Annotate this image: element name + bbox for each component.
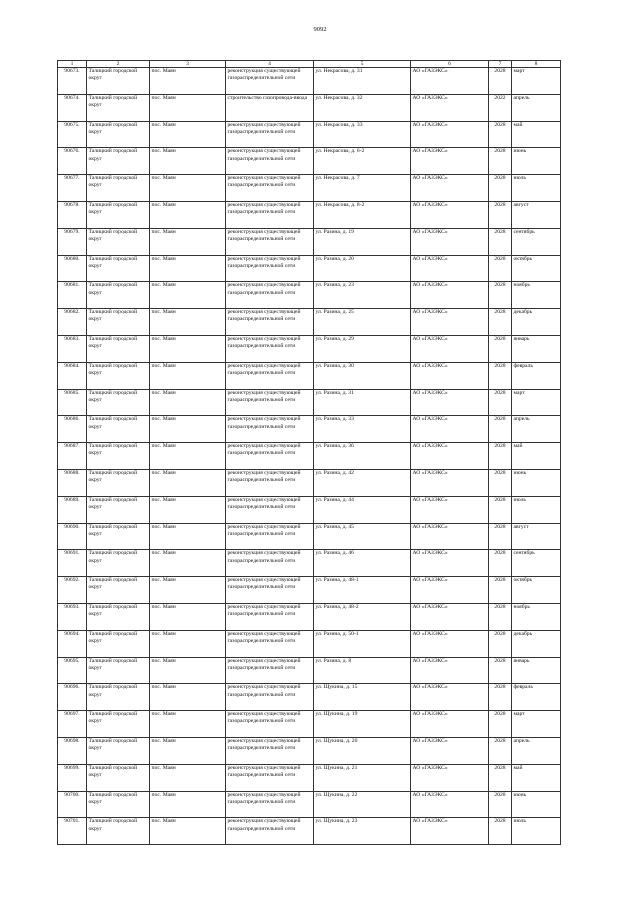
row-number: 90700.	[58, 791, 87, 818]
organization-cell: АО «ГАЗЭКС»	[411, 684, 489, 711]
organization-cell: АО «ГАЗЭКС»	[411, 148, 489, 175]
month-cell: март	[512, 389, 561, 416]
month-cell: август	[512, 201, 561, 228]
settlement-cell: пос. Маян	[150, 443, 226, 470]
row-number: 90677.	[58, 175, 87, 202]
work-type-cell: реконструкция существующей газораспределительной сети	[226, 228, 314, 255]
work-type-cell: реконструкция существующей газораспределительной сети	[226, 416, 314, 443]
settlement-cell: пос. Маян	[150, 416, 226, 443]
row-number: 90689.	[58, 496, 87, 523]
settlement-cell: пос. Маян	[150, 657, 226, 684]
row-number: 90679.	[58, 228, 87, 255]
year-cell: 2028	[489, 469, 512, 496]
address-cell: ул. Разина, д. 45	[314, 523, 411, 550]
table-row	[58, 443, 561, 470]
address-cell: ул. Разина, д. 30	[314, 362, 411, 389]
year-cell: 2028	[489, 630, 512, 657]
table-row	[58, 201, 561, 228]
month-cell: май	[512, 121, 561, 148]
table-row	[58, 282, 561, 309]
address-cell: ул. Разина, д. 50-1	[314, 630, 411, 657]
year-cell: 2028	[489, 684, 512, 711]
address-cell: ул. Разина, д. 44	[314, 496, 411, 523]
month-cell: январь	[512, 657, 561, 684]
district-cell: Талицкий городской округ	[87, 282, 150, 309]
organization-cell: АО «ГАЗЭКС»	[411, 389, 489, 416]
row-number: 90683.	[58, 335, 87, 362]
table-row	[58, 737, 561, 764]
row-number: 90698.	[58, 737, 87, 764]
month-cell: ноябрь	[512, 282, 561, 309]
table-row	[58, 362, 561, 389]
district-cell: Талицкий городской округ	[87, 577, 150, 604]
year-cell: 2028	[489, 657, 512, 684]
organization-cell: АО «ГАЗЭКС»	[411, 201, 489, 228]
settlement-cell: пос. Маян	[150, 818, 226, 845]
table-row	[58, 818, 561, 845]
table-row	[58, 68, 561, 95]
row-number: 90695.	[58, 657, 87, 684]
organization-cell: АО «ГАЗЭКС»	[411, 603, 489, 630]
district-cell: Талицкий городской округ	[87, 711, 150, 738]
row-number: 90693.	[58, 603, 87, 630]
month-cell: май	[512, 443, 561, 470]
work-type-cell: реконструкция существующей газораспределительной сети	[226, 711, 314, 738]
organization-cell: АО «ГАЗЭКС»	[411, 469, 489, 496]
settlement-cell: пос. Маян	[150, 469, 226, 496]
table-row	[58, 389, 561, 416]
year-cell: 2028	[489, 523, 512, 550]
year-cell: 2028	[489, 121, 512, 148]
table-row	[58, 603, 561, 630]
district-cell: Талицкий городской округ	[87, 121, 150, 148]
district-cell: Талицкий городской округ	[87, 148, 150, 175]
table-row	[58, 791, 561, 818]
row-number: 90687.	[58, 443, 87, 470]
organization-cell: АО «ГАЗЭКС»	[411, 255, 489, 282]
year-cell: 2028	[489, 603, 512, 630]
column-header-1: 1	[58, 61, 87, 68]
table-row	[58, 94, 561, 121]
address-cell: ул. Некрасова, д. 33	[314, 121, 411, 148]
year-cell: 2028	[489, 550, 512, 577]
settlement-cell: пос. Маян	[150, 496, 226, 523]
month-cell: май	[512, 764, 561, 791]
settlement-cell: пос. Маян	[150, 603, 226, 630]
month-cell: сентябрь	[512, 228, 561, 255]
year-cell: 2028	[489, 309, 512, 336]
month-cell: июль	[512, 496, 561, 523]
work-type-cell: реконструкция существующей газораспределительной сети	[226, 362, 314, 389]
settlement-cell: пос. Маян	[150, 389, 226, 416]
year-cell: 2028	[489, 362, 512, 389]
year-cell: 2028	[489, 389, 512, 416]
month-cell: февраль	[512, 362, 561, 389]
address-cell: ул. Некрасова, д. 6-2	[314, 148, 411, 175]
settlement-cell: пос. Маян	[150, 550, 226, 577]
organization-cell: АО «ГАЗЭКС»	[411, 791, 489, 818]
row-number: 90697.	[58, 711, 87, 738]
month-cell: октябрь	[512, 577, 561, 604]
work-type-cell: реконструкция существующей газораспределительной сети	[226, 309, 314, 336]
work-type-cell: реконструкция существующей газораспределительной сети	[226, 255, 314, 282]
year-cell: 2028	[489, 201, 512, 228]
settlement-cell: пос. Маян	[150, 523, 226, 550]
settlement-cell: пос. Маян	[150, 630, 226, 657]
settlement-cell: пос. Маян	[150, 201, 226, 228]
district-cell: Талицкий городской округ	[87, 818, 150, 845]
address-cell: ул. Щукина, д. 23	[314, 818, 411, 845]
work-type-cell: реконструкция существующей газораспределительной сети	[226, 282, 314, 309]
row-number: 90682.	[58, 309, 87, 336]
district-cell: Талицкий городской округ	[87, 603, 150, 630]
organization-cell: АО «ГАЗЭКС»	[411, 362, 489, 389]
district-cell: Талицкий городской округ	[87, 630, 150, 657]
work-type-cell: реконструкция существующей газораспределительной сети	[226, 764, 314, 791]
district-cell: Талицкий городской округ	[87, 416, 150, 443]
settlement-cell: пос. Маян	[150, 309, 226, 336]
work-type-cell: реконструкция существующей газораспределительной сети	[226, 148, 314, 175]
month-cell: январь	[512, 335, 561, 362]
year-cell: 2028	[489, 577, 512, 604]
year-cell: 2028	[489, 228, 512, 255]
table-header	[58, 61, 561, 68]
organization-cell: АО «ГАЗЭКС»	[411, 68, 489, 95]
organization-cell: АО «ГАЗЭКС»	[411, 443, 489, 470]
district-cell: Талицкий городской округ	[87, 550, 150, 577]
column-header-2: 2	[87, 61, 150, 68]
organization-cell: АО «ГАЗЭКС»	[411, 228, 489, 255]
row-number: 90686.	[58, 416, 87, 443]
work-type-cell: реконструкция существующей газораспределительной сети	[226, 496, 314, 523]
organization-cell: АО «ГАЗЭКС»	[411, 657, 489, 684]
work-type-cell: реконструкция существующей газораспределительной сети	[226, 201, 314, 228]
district-cell: Талицкий городской округ	[87, 469, 150, 496]
month-cell: октябрь	[512, 255, 561, 282]
year-cell: 2028	[489, 711, 512, 738]
table-row	[58, 523, 561, 550]
district-cell: Талицкий городской округ	[87, 68, 150, 95]
district-cell: Талицкий городской округ	[87, 443, 150, 470]
address-cell: ул. Щукина, д. 19	[314, 711, 411, 738]
work-type-cell: реконструкция существующей газораспределительной сети	[226, 523, 314, 550]
column-header-5: 5	[314, 61, 411, 68]
column-header-6: 6	[411, 61, 489, 68]
row-number: 90680.	[58, 255, 87, 282]
row-number: 90694.	[58, 630, 87, 657]
year-cell: 2028	[489, 764, 512, 791]
work-type-cell: реконструкция существующей газораспределительной сети	[226, 791, 314, 818]
row-number: 90678.	[58, 201, 87, 228]
column-header-3: 3	[150, 61, 226, 68]
organization-cell: АО «ГАЗЭКС»	[411, 94, 489, 121]
column-header-7: 7	[489, 61, 512, 68]
settlement-cell: пос. Маян	[150, 94, 226, 121]
month-cell: апрель	[512, 737, 561, 764]
settlement-cell: пос. Маян	[150, 737, 226, 764]
year-cell: 2028	[489, 737, 512, 764]
work-type-cell: реконструкция существующей газораспределительной сети	[226, 818, 314, 845]
organization-cell: АО «ГАЗЭКС»	[411, 630, 489, 657]
organization-cell: АО «ГАЗЭКС»	[411, 175, 489, 202]
column-header-8: 8	[512, 61, 561, 68]
organization-cell: АО «ГАЗЭКС»	[411, 282, 489, 309]
table-row	[58, 309, 561, 336]
settlement-cell: пос. Маян	[150, 684, 226, 711]
month-cell: июль	[512, 818, 561, 845]
table-row	[58, 684, 561, 711]
settlement-cell: пос. Маян	[150, 228, 226, 255]
settlement-cell: пос. Маян	[150, 282, 226, 309]
organization-cell: АО «ГАЗЭКС»	[411, 711, 489, 738]
address-cell: ул. Разина, д. 33	[314, 416, 411, 443]
table-row	[58, 255, 561, 282]
row-number: 90701.	[58, 818, 87, 845]
district-cell: Талицкий городской округ	[87, 309, 150, 336]
settlement-cell: пос. Маян	[150, 175, 226, 202]
year-cell: 2028	[489, 818, 512, 845]
column-header-4: 4	[226, 61, 314, 68]
work-type-cell: реконструкция существующей газораспределительной сети	[226, 577, 314, 604]
address-cell: ул. Разина, д. 19	[314, 228, 411, 255]
organization-cell: АО «ГАЗЭКС»	[411, 550, 489, 577]
year-cell: 2028	[489, 175, 512, 202]
month-cell: февраль	[512, 684, 561, 711]
address-cell: ул. Некрасова, д. 8-2	[314, 201, 411, 228]
table-row	[58, 228, 561, 255]
address-cell: ул. Некрасова, д. 7	[314, 175, 411, 202]
district-cell: Талицкий городской округ	[87, 362, 150, 389]
settlement-cell: пос. Маян	[150, 335, 226, 362]
table-row	[58, 630, 561, 657]
month-cell: апрель	[512, 94, 561, 121]
address-cell: ул. Разина, д. 23	[314, 282, 411, 309]
table-row	[58, 550, 561, 577]
year-cell: 2028	[489, 282, 512, 309]
address-cell: ул. Разина, д. 8	[314, 657, 411, 684]
month-cell: декабрь	[512, 309, 561, 336]
work-type-cell: реконструкция существующей газораспределительной сети	[226, 175, 314, 202]
organization-cell: АО «ГАЗЭКС»	[411, 737, 489, 764]
work-type-cell: реконструкция существующей газораспределительной сети	[226, 630, 314, 657]
address-cell: ул. Разина, д. 36	[314, 443, 411, 470]
organization-cell: АО «ГАЗЭКС»	[411, 577, 489, 604]
row-number: 90673.	[58, 68, 87, 95]
settlement-cell: пос. Маян	[150, 148, 226, 175]
address-cell: ул. Разина, д. 48-2	[314, 603, 411, 630]
month-cell: июнь	[512, 791, 561, 818]
row-number: 90675.	[58, 121, 87, 148]
row-number: 90674.	[58, 94, 87, 121]
row-number: 90676.	[58, 148, 87, 175]
address-cell: ул. Разина, д. 20	[314, 255, 411, 282]
row-number: 90692.	[58, 577, 87, 604]
district-cell: Талицкий городской округ	[87, 228, 150, 255]
organization-cell: АО «ГАЗЭКС»	[411, 818, 489, 845]
address-cell: ул. Щукина, д. 20	[314, 737, 411, 764]
table-row	[58, 657, 561, 684]
settlement-cell: пос. Маян	[150, 121, 226, 148]
work-type-cell: реконструкция существующей газораспределительной сети	[226, 389, 314, 416]
month-cell: апрель	[512, 416, 561, 443]
district-cell: Талицкий городской округ	[87, 94, 150, 121]
address-cell: ул. Некрасова, д. 32	[314, 94, 411, 121]
year-cell: 2028	[489, 791, 512, 818]
settlement-cell: пос. Маян	[150, 791, 226, 818]
address-cell: ул. Разина, д. 29	[314, 335, 411, 362]
organization-cell: АО «ГАЗЭКС»	[411, 523, 489, 550]
table-row	[58, 764, 561, 791]
address-cell: ул. Щукина, д. 15	[314, 684, 411, 711]
address-cell: ул. Разина, д. 42	[314, 469, 411, 496]
district-cell: Талицкий городской округ	[87, 255, 150, 282]
month-cell: март	[512, 68, 561, 95]
district-cell: Талицкий городской округ	[87, 764, 150, 791]
month-cell: ноябрь	[512, 603, 561, 630]
address-cell: ул. Разина, д. 46	[314, 550, 411, 577]
table-row	[58, 711, 561, 738]
district-cell: Талицкий городской округ	[87, 684, 150, 711]
work-type-cell: реконструкция существующей газораспределительной сети	[226, 469, 314, 496]
work-type-cell: реконструкция существующей газораспределительной сети	[226, 121, 314, 148]
year-cell: 2022	[489, 94, 512, 121]
work-type-cell: реконструкция существующей газораспределительной сети	[226, 737, 314, 764]
page-number: 9092	[313, 26, 327, 33]
year-cell: 2028	[489, 496, 512, 523]
organization-cell: АО «ГАЗЭКС»	[411, 416, 489, 443]
district-cell: Талицкий городской округ	[87, 496, 150, 523]
district-cell: Талицкий городской округ	[87, 175, 150, 202]
row-number: 90691.	[58, 550, 87, 577]
address-cell: ул. Разина, д. 48-1	[314, 577, 411, 604]
settlement-cell: пос. Маян	[150, 362, 226, 389]
organization-cell: АО «ГАЗЭКС»	[411, 496, 489, 523]
work-type-cell: реконструкция существующей газораспределительной сети	[226, 443, 314, 470]
gas-network-table	[57, 60, 561, 845]
district-cell: Талицкий городской округ	[87, 335, 150, 362]
year-cell: 2028	[489, 416, 512, 443]
work-type-cell: реконструкция существующей газораспределительной сети	[226, 550, 314, 577]
district-cell: Талицкий городской округ	[87, 791, 150, 818]
month-cell: июнь	[512, 148, 561, 175]
district-cell: Талицкий городской округ	[87, 523, 150, 550]
row-number: 90688.	[58, 469, 87, 496]
organization-cell: АО «ГАЗЭКС»	[411, 335, 489, 362]
district-cell: Талицкий городской округ	[87, 657, 150, 684]
month-cell: март	[512, 711, 561, 738]
work-type-cell: реконструкция существующей газораспределительной сети	[226, 603, 314, 630]
table-row	[58, 416, 561, 443]
table-row	[58, 496, 561, 523]
year-cell: 2028	[489, 335, 512, 362]
district-cell: Талицкий городской округ	[87, 737, 150, 764]
year-cell: 2028	[489, 255, 512, 282]
table-row	[58, 335, 561, 362]
header-row	[58, 61, 561, 68]
settlement-cell: пос. Маян	[150, 577, 226, 604]
table-row	[58, 148, 561, 175]
address-cell: ул. Щукина, д. 22	[314, 791, 411, 818]
work-type-cell: реконструкция существующей газораспределительной сети	[226, 335, 314, 362]
row-number: 90681.	[58, 282, 87, 309]
organization-cell: АО «ГАЗЭКС»	[411, 309, 489, 336]
table-row	[58, 469, 561, 496]
work-type-cell: реконструкция существующей газораспределительной сети	[226, 684, 314, 711]
row-number: 90696.	[58, 684, 87, 711]
month-cell: сентябрь	[512, 550, 561, 577]
row-number: 90690.	[58, 523, 87, 550]
table-body	[58, 68, 561, 845]
row-number: 90684.	[58, 362, 87, 389]
table-row	[58, 121, 561, 148]
organization-cell: АО «ГАЗЭКС»	[411, 121, 489, 148]
settlement-cell: пос. Маян	[150, 711, 226, 738]
address-cell: ул. Разина, д. 25	[314, 309, 411, 336]
work-type-cell: строительство газопровода-ввода	[226, 94, 314, 121]
month-cell: июль	[512, 175, 561, 202]
address-cell: ул. Щукина, д. 21	[314, 764, 411, 791]
year-cell: 2028	[489, 68, 512, 95]
table-row	[58, 175, 561, 202]
address-cell: ул. Разина, д. 31	[314, 389, 411, 416]
organization-cell: АО «ГАЗЭКС»	[411, 764, 489, 791]
row-number: 90699.	[58, 764, 87, 791]
district-cell: Талицкий городской округ	[87, 389, 150, 416]
row-number: 90685.	[58, 389, 87, 416]
work-type-cell: реконструкция существующей газораспределительной сети	[226, 657, 314, 684]
month-cell: август	[512, 523, 561, 550]
year-cell: 2028	[489, 148, 512, 175]
district-cell: Талицкий городской округ	[87, 201, 150, 228]
work-type-cell: реконструкция существующей газораспределительной сети	[226, 68, 314, 95]
month-cell: декабрь	[512, 630, 561, 657]
settlement-cell: пос. Маян	[150, 764, 226, 791]
address-cell: ул. Некрасова, д. 31	[314, 68, 411, 95]
year-cell: 2028	[489, 443, 512, 470]
settlement-cell: пос. Маян	[150, 68, 226, 95]
settlement-cell: пос. Маян	[150, 255, 226, 282]
table-row	[58, 577, 561, 604]
month-cell: июнь	[512, 469, 561, 496]
